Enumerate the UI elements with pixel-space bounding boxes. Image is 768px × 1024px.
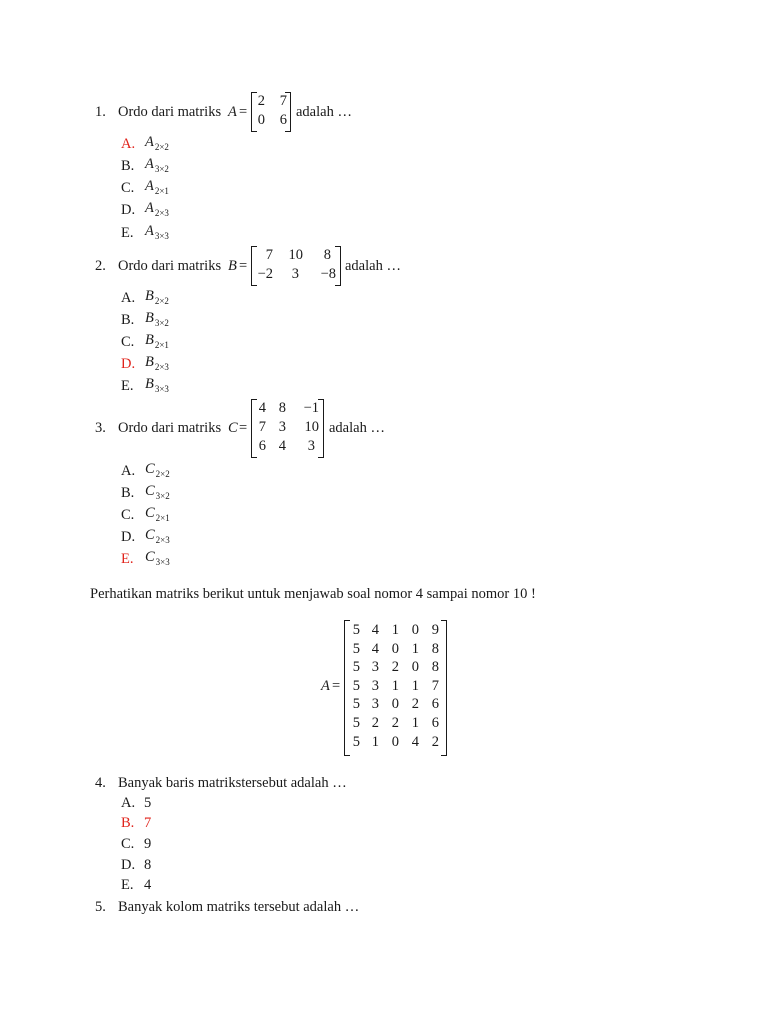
question-text: Ordo dari matriks (118, 420, 222, 436)
matrix-cell: 2 (371, 715, 379, 731)
matrix-variable: A (228, 104, 237, 120)
matrix-cell: 2 (391, 715, 399, 731)
matrix-cell: 4 (258, 400, 266, 416)
matrix-cell: −1 (303, 400, 319, 416)
matrix-cell: 7 (431, 677, 439, 694)
matrix-cell: 6 (279, 112, 287, 128)
question-text: Banyak baris matrikstersebut adalah … (118, 775, 347, 791)
equals-sign: = (239, 258, 248, 274)
matrix-cell: 0 (391, 696, 399, 713)
matrix-cell: 2 (431, 733, 439, 750)
matrix-cell: 8 (431, 659, 439, 676)
matrix-cell: 3 (291, 266, 299, 282)
matrix-cell: 4 (371, 640, 379, 657)
matrix-cell: 4 (371, 622, 379, 638)
matrix-cell: −2 (257, 266, 273, 282)
matrix-cell: 6 (258, 438, 266, 454)
matrix-cell: 3 (307, 438, 315, 454)
matrix-b (251, 246, 341, 286)
matrix-big (344, 620, 447, 756)
matrix-cell: 2 (391, 659, 399, 676)
question-number: 2. (95, 258, 106, 274)
right-bracket (441, 620, 447, 756)
question-suffix: adalah … (345, 258, 401, 274)
matrix-cell: 1 (391, 622, 399, 638)
matrix-cell: 3 (371, 696, 379, 713)
matrix-cell: 3 (371, 677, 379, 694)
matrix-cell: 8 (323, 247, 331, 263)
matrix-c (251, 399, 324, 458)
matrix-cell: 8 (278, 400, 286, 416)
matrix-cell: 5 (352, 696, 360, 713)
question-number: 4. (95, 775, 106, 791)
question-text: Ordo dari matriks (118, 104, 222, 120)
matrix-cell: 0 (257, 112, 265, 128)
question-text: Banyak kolom matriks tersebut adalah … (118, 899, 360, 915)
matrix-cell: 4 (411, 733, 419, 750)
matrix-cell: 5 (352, 733, 360, 750)
matrix-cell: 1 (411, 677, 419, 694)
matrix-cell: 1 (371, 733, 379, 750)
matrix-cell: 4 (278, 438, 286, 454)
question-suffix: adalah … (296, 104, 352, 120)
matrix-cell: 7 (279, 93, 287, 109)
equals-sign: = (239, 104, 248, 120)
matrix-cell: 8 (431, 640, 439, 657)
matrix-cell: 10 (288, 247, 303, 263)
matrix-cell: 5 (352, 622, 360, 638)
matrix-cell: 5 (352, 677, 360, 694)
matrix-cell: 6 (431, 715, 439, 731)
question-number: 5. (95, 899, 106, 915)
matrix-cell: 0 (391, 640, 399, 657)
matrix-variable: C (228, 420, 238, 436)
matrix-variable: B (228, 258, 237, 274)
matrix-variable: A (321, 678, 330, 694)
matrix-cell: 10 (304, 419, 319, 435)
matrix-cell: −8 (320, 266, 336, 282)
matrix-cell: 1 (411, 715, 419, 731)
matrix-cell: 1 (391, 677, 399, 694)
equals-sign: = (332, 678, 341, 694)
matrix-cell: 3 (371, 659, 379, 676)
matrix-a (251, 92, 291, 132)
matrix-cell: 1 (411, 640, 419, 657)
question-number: 3. (95, 420, 106, 436)
question-number: 1. (95, 104, 106, 120)
matrix-cell: 3 (278, 419, 286, 435)
matrix-cell: 9 (431, 622, 439, 638)
equals-sign: = (239, 420, 248, 436)
instruction-text: Perhatikan matriks berikut untuk menjawab soal nomor 4 sampai nomor 10 ! (90, 586, 536, 602)
matrix-cell: 7 (265, 247, 273, 263)
question-suffix: adalah … (329, 420, 385, 436)
matrix-cell: 2 (257, 93, 265, 109)
matrix-cell: 5 (352, 659, 360, 676)
matrix-cell: 0 (391, 733, 399, 750)
matrix-cell: 0 (411, 659, 419, 676)
matrix-cell: 0 (411, 622, 419, 638)
matrix-cell: 7 (258, 419, 266, 435)
matrix-cell: 5 (352, 715, 360, 731)
matrix-cell: 5 (352, 640, 360, 657)
question-text: Ordo dari matriks (118, 258, 222, 274)
matrix-cell: 6 (431, 696, 439, 713)
matrix-cell: 2 (411, 696, 419, 713)
